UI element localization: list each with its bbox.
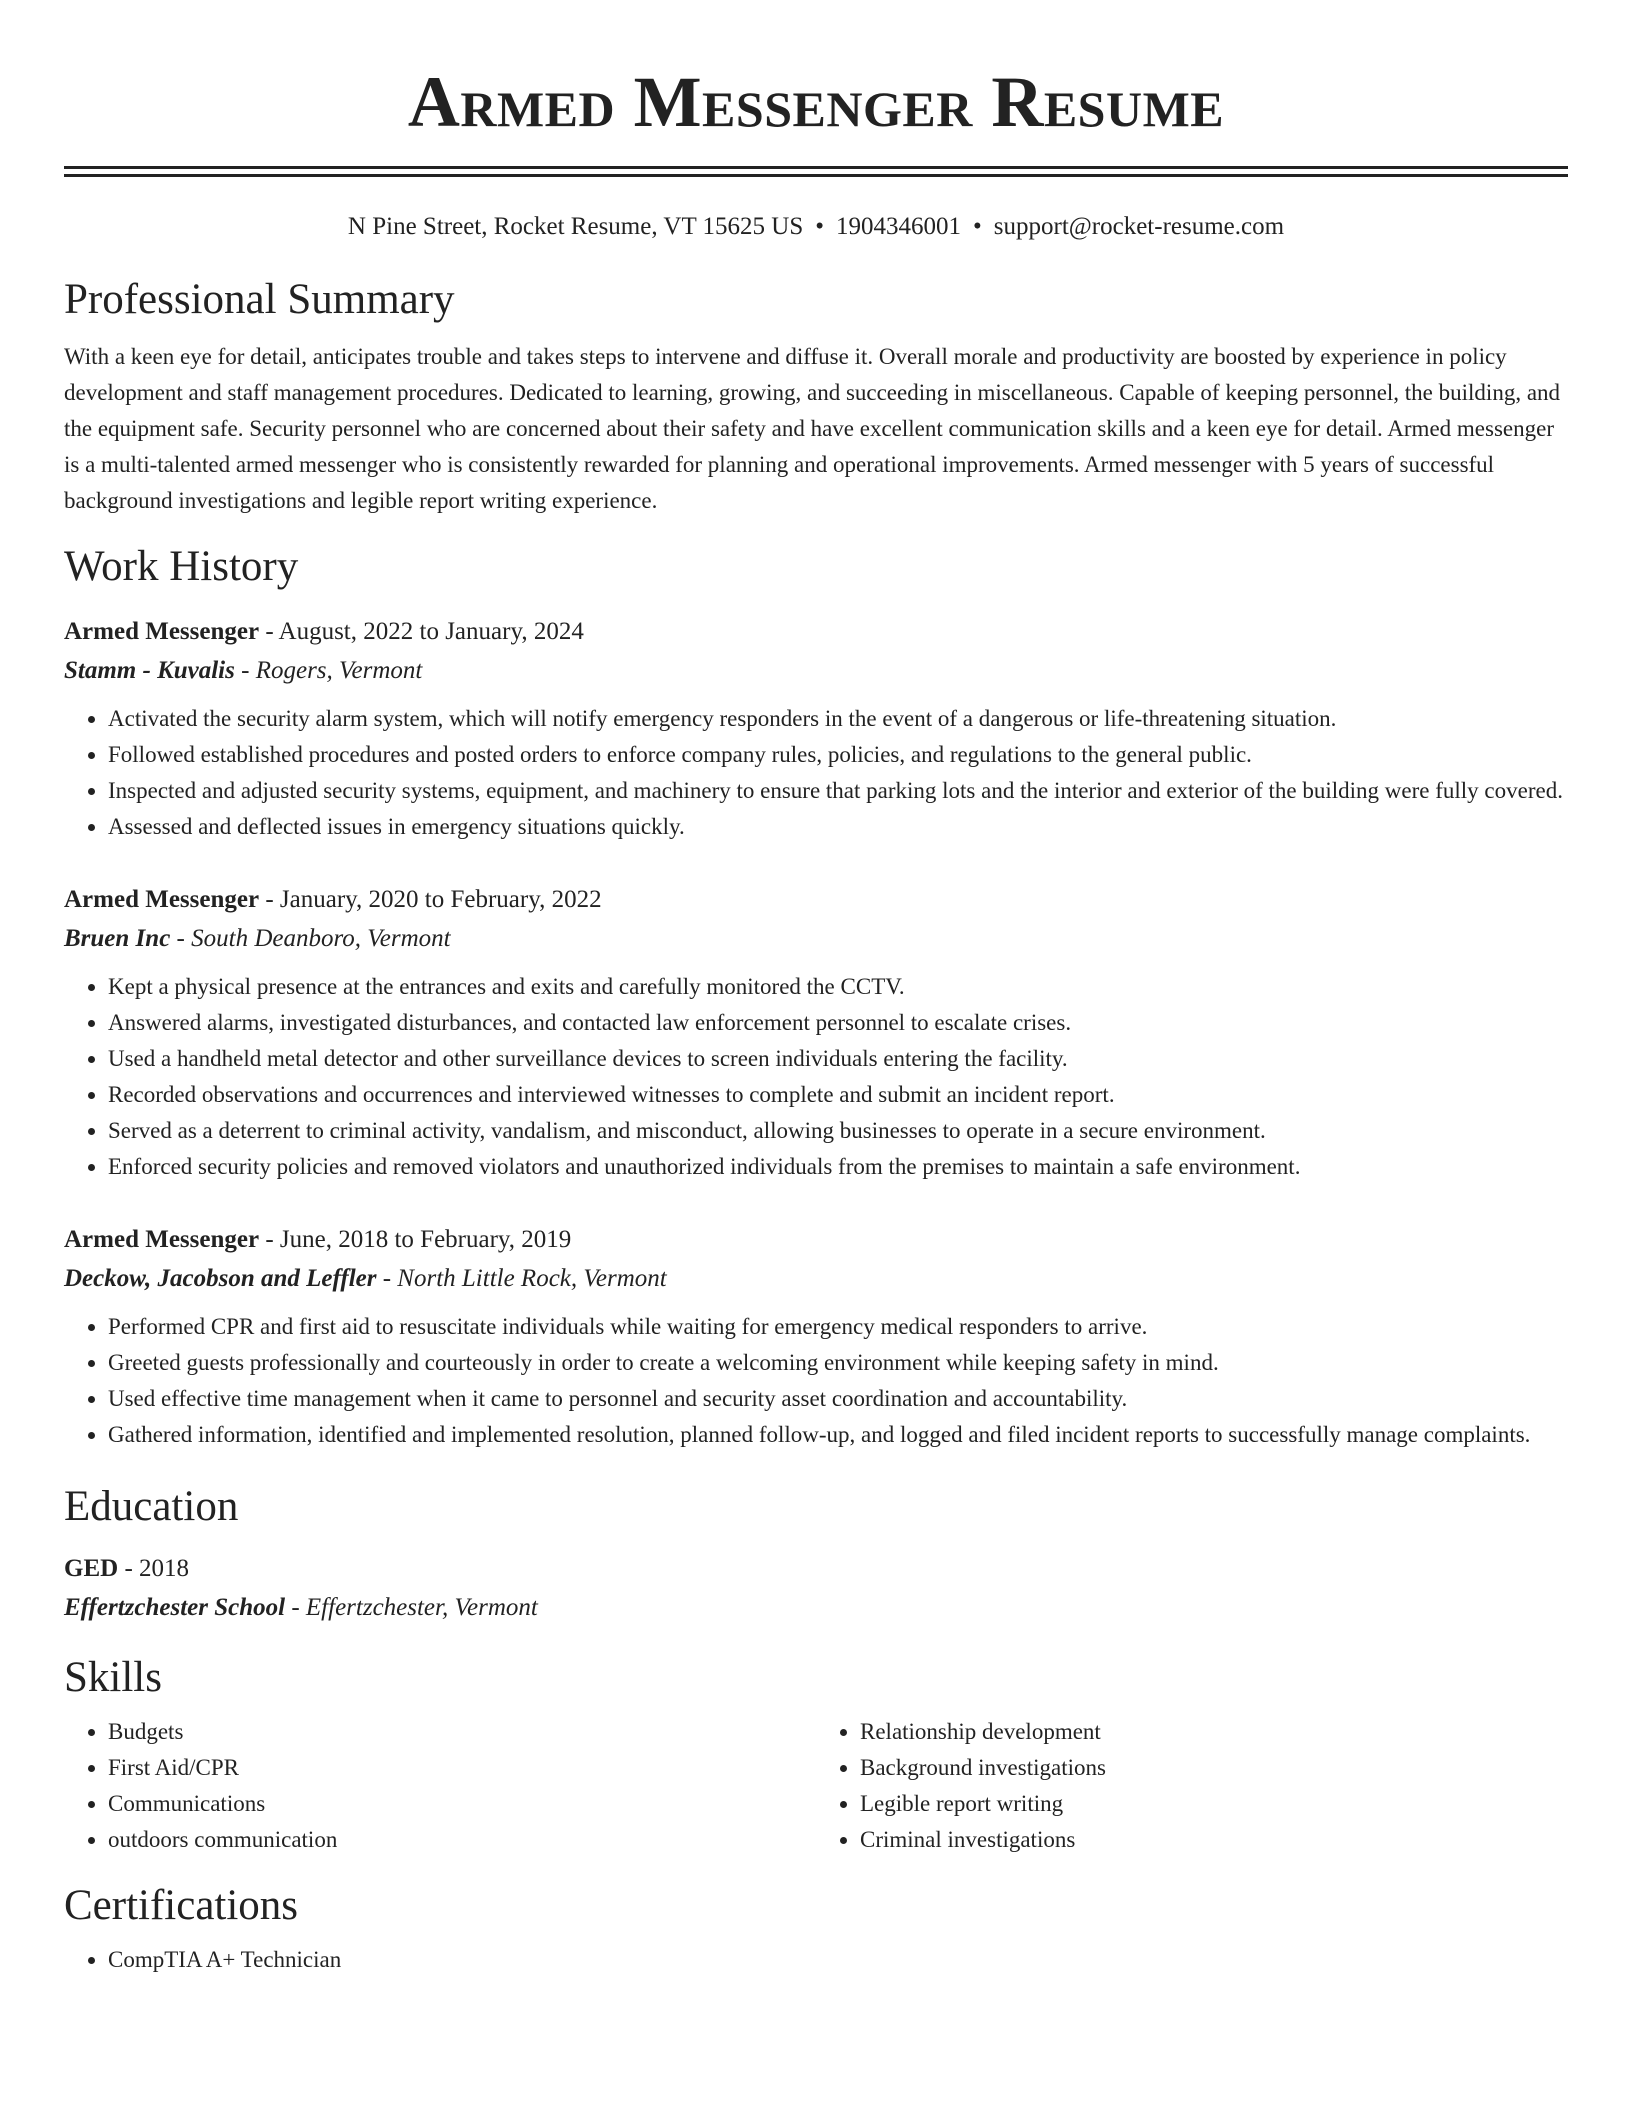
job-duty: • Answered alarms, investigated disturbances, and contacted law enforcement personnel to escalate crises. [108,1005,1568,1041]
contact-address: N Pine Street, Rocket Resume, VT 15625 US [347,213,804,240]
skills-list-left [64,1714,816,1858]
contact-email: support@rocket-resume.com [993,213,1285,240]
education-heading: Education [64,1483,239,1530]
skill-item: • Communications [108,1786,816,1822]
skill-item: • Legible report writing [860,1786,1568,1822]
job-entry [64,613,1568,845]
job-duty: • Used a handheld metal detector and other surveillance devices to screen individuals entering the facility. [108,1041,1568,1077]
contact-line [64,210,1568,244]
job-duty: • Used effective time management when it came to personnel and security asset coordination and accountability. [108,1381,1568,1417]
job-duties [64,1309,1568,1453]
certification-item: • CompTIA A+ Technician [108,1942,1568,1978]
job-title: Armed Messenger [64,1226,260,1253]
job-company: Stamm - Kuvalis [64,657,235,684]
education-degree: GED [64,1555,119,1582]
job-duty: • Served as a deterrent to criminal activity, vandalism, and misconduct, allowing businesses to operate in a secure environment. [108,1113,1568,1149]
summary-heading: Professional Summary [64,276,455,323]
job-title: Armed Messenger [64,618,260,645]
job-entry [64,1221,1568,1453]
work-history-heading: Work History [64,543,299,590]
contact-separator: • [973,213,982,240]
job-duty: • Inspected and adjusted security systems, equipment, and machinery to ensure that parking lots and the interior and exterior of the building were fully covered. [108,773,1568,809]
summary-text: With a keen eye for detail, anticipates trouble and takes steps to intervene and diffuse it. Overall morale and productivity are boosted by experience in policy development and staff management procedures. Dedicated to learning, growing, and succeeding in miscellaneous. Capable of keeping personnel, the building, and the equipment safe. Security personnel who are concerned about their safety and have excellent communication skills and a keen eye for detail. Armed messenger is a multi-talented armed messenger who is consistently rewarded for planning and operational improvements. Armed messenger with 5 years of successful background investigations and legible report writing experience. [64,344,1561,513]
job-duty: • Performed CPR and first aid to resuscitate individuals while waiting for emergency medical responders to arrive. [108,1309,1568,1345]
resume-title: Armed Messenger Resume [407,62,1225,142]
job-title: Armed Messenger [64,886,260,913]
job-duty: • Greeted guests professionally and courteously in order to create a welcoming environment while keeping safety in mind. [108,1345,1568,1381]
job-duties [64,969,1568,1185]
skill-item: • Relationship development [860,1714,1568,1750]
job-location: - North Little Rock, Vermont [376,1265,667,1292]
job-duty: • Activated the security alarm system, which will notify emergency responders in the event of a dangerous or life-threatening situation. [108,701,1568,737]
job-duty: • Recorded observations and occurrences and interviewed witnesses to complete and submit an incident report. [108,1077,1568,1113]
job-dates: - August, 2022 to January, 2024 [259,618,584,645]
job-company: Bruen Inc [64,925,171,952]
skills-columns [64,1714,1568,1858]
job-duties [64,701,1568,845]
job-duty: • Assessed and deflected issues in emergency situations quickly. [108,809,1568,845]
job-duty: • Followed established procedures and posted orders to enforce company rules, policies, and regulations to the general public. [108,737,1568,773]
contact-separator: • [815,213,824,240]
job-company: Deckow, Jacobson and Leffler [64,1265,377,1292]
job-location: - South Deanboro, Vermont [170,925,451,952]
certifications-list [64,1942,1568,1978]
skill-item: • Background investigations [860,1750,1568,1786]
skill-item: • First Aid/CPR [108,1750,816,1786]
education-location: - Effertzchester, Vermont [285,1594,538,1621]
education-year: - 2018 [118,1555,190,1582]
job-location: - Rogers, Vermont [234,657,423,684]
title-double-rule [64,166,1568,177]
contact-phone: 1904346001 [836,213,961,240]
skill-item: • outdoors communication [108,1822,816,1858]
skills-heading: Skills [64,1654,162,1701]
education-school: Effertzchester School [64,1594,286,1621]
job-entry [64,881,1568,1185]
job-dates: - June, 2018 to February, 2019 [259,1226,572,1253]
job-duty: • Enforced security policies and removed violators and unauthorized individuals from the premises to maintain a safe environment. [108,1149,1568,1185]
job-duty: • Kept a physical presence at the entrances and exits and carefully monitored the CCTV. [108,969,1568,1005]
job-duty: • Gathered information, identified and implemented resolution, planned follow-up, and logged and filed incident reports to successfully manage complaints. [108,1417,1568,1453]
skill-item: • Budgets [108,1714,816,1750]
skills-list-right [816,1714,1568,1858]
certifications-heading: Certifications [64,1882,299,1929]
education-entry [64,1550,1568,1628]
skill-item: • Criminal investigations [860,1822,1568,1858]
job-dates: - January, 2020 to February, 2022 [259,886,602,913]
